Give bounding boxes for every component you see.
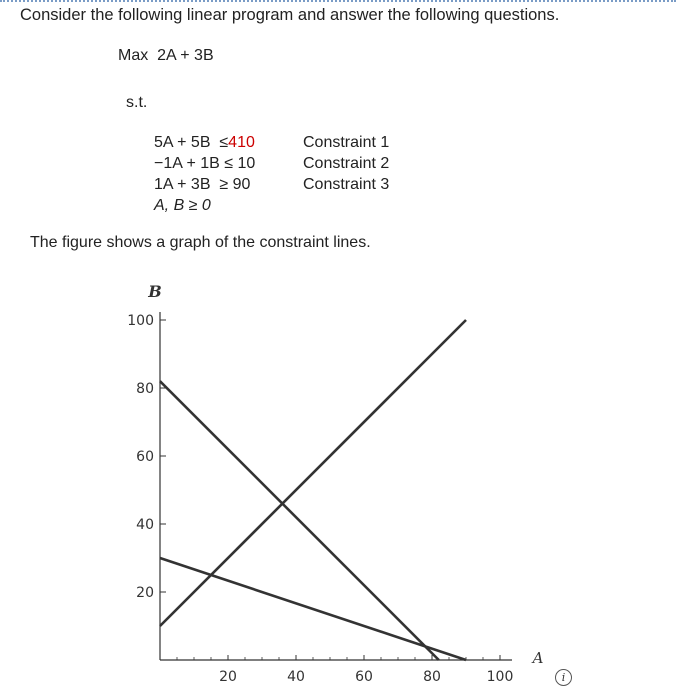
- y-tick-label: 20: [136, 585, 154, 601]
- constraint-line-3: [160, 558, 466, 660]
- constraint-3-expression: 1A + 3B ≥ 90: [154, 176, 251, 193]
- x-tick-label: 100: [486, 669, 514, 685]
- chart-ticks: [127, 313, 513, 685]
- chart-axes: [160, 312, 512, 660]
- constraint-1-name: Constraint 1: [303, 134, 390, 151]
- x-tick-label: 80: [423, 669, 441, 685]
- x-tick-label: 40: [287, 669, 305, 685]
- x-axis-label: A: [532, 649, 544, 667]
- y-tick-label: 60: [136, 449, 154, 465]
- figure-caption: The figure shows a graph of the constraint lines.: [30, 234, 371, 251]
- x-tick-label: 20: [219, 669, 237, 685]
- constraint-3-name: Constraint 3: [303, 176, 390, 193]
- objective-function: Max 2A + 3B: [118, 47, 214, 64]
- constraint-line-2: [160, 320, 466, 626]
- x-tick-label: 60: [355, 669, 373, 685]
- constraint-1-expression: 5A + 5B ≤410: [154, 134, 255, 151]
- y-tick-label: 40: [136, 517, 154, 533]
- constraint-1-rhs: 410: [228, 134, 255, 151]
- constraint-2-expression: −1A + 1B ≤ 10: [154, 155, 256, 172]
- subject-to-label: s.t.: [126, 94, 148, 111]
- y-tick-label: 80: [136, 381, 154, 397]
- constraint-2-name: Constraint 2: [303, 155, 390, 172]
- y-tick-label: 100: [127, 313, 154, 329]
- y-axis-label: B: [148, 282, 162, 301]
- question-text: Consider the following linear program and answer the following questions.: [20, 6, 560, 24]
- constraint-line-1: [160, 381, 439, 660]
- info-icon[interactable]: i: [555, 669, 572, 686]
- nonnegativity-expression: A, B ≥ 0: [154, 197, 211, 214]
- chart-lines: [160, 320, 466, 660]
